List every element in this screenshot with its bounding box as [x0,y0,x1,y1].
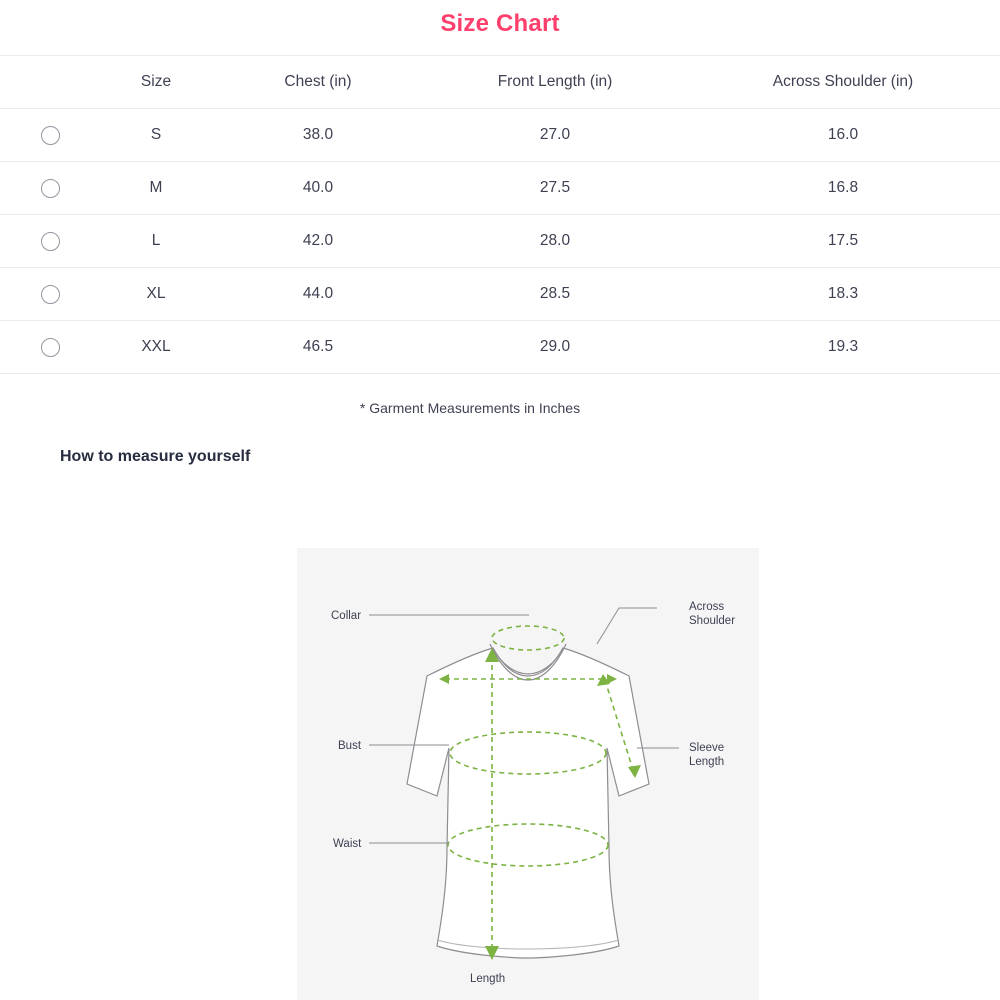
radio-button-icon[interactable] [41,179,60,198]
diagram-label-sleeve-2: Length [689,756,725,768]
column-header-across-shoulder: Across Shoulder (in) [686,56,1000,109]
diagram-label-length: Length [470,973,506,985]
cell-chest: 44.0 [212,268,424,321]
cell-front-length: 27.0 [424,109,686,162]
diagram-label-across-shoulder-2: Shoulder [689,615,736,627]
column-header-front-length: Front Length (in) [424,56,686,109]
diagram-label-sleeve-1: Sleeve [689,742,725,754]
measurement-diagram [297,548,759,1000]
size-chart-table [0,55,1000,374]
column-header-size: Size [100,56,212,109]
size-select-cell[interactable] [0,109,100,162]
column-header-select [0,56,100,109]
cell-front-length: 29.0 [424,321,686,374]
cell-size: L [100,215,212,268]
cell-front-length: 27.5 [424,162,686,215]
page-title: Size Chart [440,10,560,37]
radio-button-icon[interactable] [41,126,60,145]
cell-size: XXL [100,321,212,374]
radio-button-icon[interactable] [41,338,60,357]
table-row[interactable] [0,268,1000,321]
cell-chest: 38.0 [212,109,424,162]
how-to-measure-heading: How to measure yourself [60,448,251,465]
cell-across-shoulder: 16.0 [686,109,1000,162]
cell-size: XL [100,268,212,321]
cell-chest: 40.0 [212,162,424,215]
diagram-label-waist: Waist [333,838,362,850]
table-header-row [0,56,1000,109]
radio-button-icon[interactable] [41,285,60,304]
radio-button-icon[interactable] [41,232,60,251]
cell-front-length: 28.5 [424,268,686,321]
measurement-footnote: * Garment Measurements in Inches [359,400,581,416]
size-select-cell[interactable] [0,321,100,374]
size-select-cell[interactable] [0,162,100,215]
cell-across-shoulder: 19.3 [686,321,1000,374]
cell-front-length: 28.0 [424,215,686,268]
cell-across-shoulder: 16.8 [686,162,1000,215]
column-header-chest: Chest (in) [212,56,424,109]
cell-chest: 42.0 [212,215,424,268]
cell-size: M [100,162,212,215]
size-select-cell[interactable] [0,268,100,321]
table-row[interactable] [0,109,1000,162]
cell-chest: 46.5 [212,321,424,374]
cell-across-shoulder: 18.3 [686,268,1000,321]
table-row[interactable] [0,321,1000,374]
table-row[interactable] [0,215,1000,268]
cell-across-shoulder: 17.5 [686,215,1000,268]
diagram-label-collar: Collar [331,610,362,622]
diagram-label-across-shoulder-1: Across [689,601,725,613]
table-row[interactable] [0,162,1000,215]
diagram-label-bust: Bust [338,740,362,752]
size-select-cell[interactable] [0,215,100,268]
cell-size: S [100,109,212,162]
